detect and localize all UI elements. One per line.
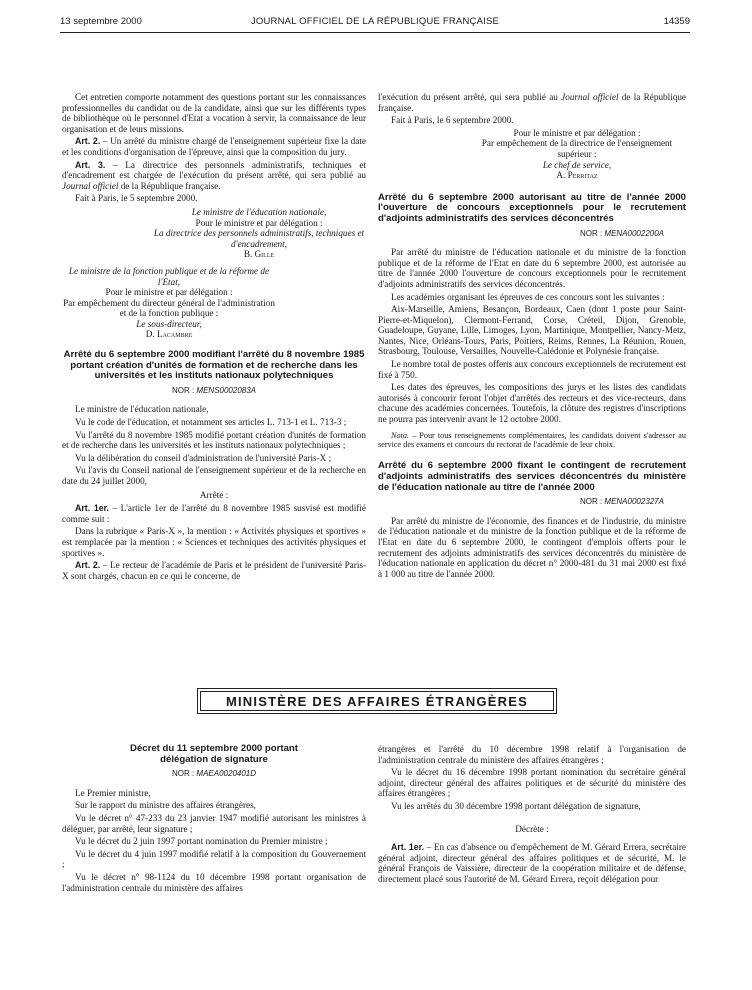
nor-reference: NOR : MENA0002200A <box>579 228 664 238</box>
header-page-number: 14359 <box>663 16 690 27</box>
intro-paragraph: Cet entretien comporte notamment des questions portant sur les connaissances professionnelles du candidat ou de la candidate, ainsi que sur les différents types de bibliothèque où le personnel d'Etat a vocation à servir, la connaissance de leur organisation et de leurs missions. <box>62 92 366 134</box>
arrete-universite-title: Arrêté du 6 septembre 2000 modifiant l'arrêté du 8 novembre 1985 portant création d'unités de formation et de recherche dans les universités et les instituts nationaux polytechniques <box>63 349 365 382</box>
nor-reference: NOR : MENS0002083A <box>171 385 257 395</box>
header-journal-title: JOURNAL OFFICIEL DE LA RÉPUBLIQUE FRANÇAISE <box>250 16 500 27</box>
arrete-contingent-title: Arrêté du 6 septembre 2000 fixant le contingent de recrutement d'adjoints administratifs des services déconcentrés du ministère de l'éducation nationale au titre de l'année 2000 <box>378 460 686 493</box>
article-1-paragraph: Art. 1er. – En cas d'absence ou d'empêchement de M. Gérard Errera, secrétaire général adjoint, directeur général des affaires politiques et de sécurité, M. le général François de Vaissière, directeur de la coopération militaire et de défense, directement placé sous l'autorité de M. Gérard Errera, reçoit délégation pour <box>378 842 686 884</box>
nor-reference: NOR : MENA0002327A <box>579 497 664 507</box>
arrete-label: Arrête : <box>199 489 229 500</box>
article-1-paragraph: Art. 1er. – L'article 1er de l'arrêté du 8 novembre 1985 susvisé est modifié comme suit : <box>62 503 366 524</box>
fait-a-paris: Fait à Paris, le 6 septembre 2000. <box>391 115 514 126</box>
header-date: 13 septembre 2000 <box>60 16 142 27</box>
signature-block-3: Pour le ministre et par délégation : Par empêchement de la directrice de l'enseignement supérieur : Le chef de service, A. Perritaz <box>378 128 686 181</box>
nor-reference: NOR : MAEA0020401D <box>171 769 257 779</box>
article-2-paragraph: Art. 2. – Un arrêté du ministre chargé de l'enseignement supérieur fixe la date et les conditions d'organisation de l'épreuve, ainsi que la composition du jury. <box>62 136 366 157</box>
signature-block-1: Le ministre de l'éducation nationale, Pour le ministre et par délégation : La directrice des personnels administratifs, techniques et d'encadrement, B. Gille <box>62 207 366 260</box>
article-label: Art. 1er. <box>75 503 109 514</box>
article-2-paragraph: Art. 2. – Le recteur de l'académie de Paris et le président de l'université Paris-X sont chargés, chacun en ce qui le concerne, de <box>62 560 367 581</box>
decret-left-column: Décret du 11 septembre 2000 portant délégation de signature NOR : MAEA0020401D Le Premier ministre, Sur le rapport du ministre des affaires étrangères, Vu le décret n° 47-233 du 23 janvier 1947 modifié autorisant les ministres à déléguer, par arrêté, leur signature ; Vu le décret du 2 juin 1997 portant nomination du Premier ministre ; Vu le décret du 4 juin 1997 modifié relatif à la composition du Gouvernement ; Vu le décret n° 98-1124 du 10 décembre 1998 portant organisation de l'administration centrale du ministère des affaires <box>62 743 366 893</box>
arrete-concours-title: Arrêté du 6 septembre 2000 autorisant au titre de l'année 2000 l'ouverture de concours exceptionnels pour le recrutement d'adjoints administratifs des services déconcentrés <box>378 191 686 224</box>
article-label: Art. 2. <box>75 560 101 571</box>
ministry-heading-box <box>197 688 557 714</box>
decret-right-column: étrangères et l'arrêté du 10 décembre 1998 relatif à l'organisation de l'administration centrale du ministère des affaires étrangères ; Vu le décret du 16 décembre 1998 portant nomination du secrétaire général adjoint, directeur général des affaires politiques et de sécurité du ministère des affaires étrangères ; Vu les arrêtés du 30 décembre 1998 portant délégation de signature, Décrète : Art. 1er. – En cas d'absence ou d'empêchement de M. Gérard Errera, secrétaire général adjoint, directeur général des affaires politiques et de sécurité, M. le général François de Vaissière, directeur de la coopération militaire et de défense, directement placé sous l'autorité de M. Gérard Errera, reçoit délégation pour <box>378 744 686 884</box>
continuation-paragraph: l'exécution du présent arrêté, qui sera publié au Journal officiel de la République française. <box>378 92 686 113</box>
decrete-label: Décrète : <box>515 823 549 834</box>
signature-block-2: Le ministre de la fonction publique et de la réforme de l'Etat, Pour le ministre et par délégation : Par empêchement du directeur général de l'administration et de la fonction publique : Le sous-directeur, D. Lacambre <box>62 266 366 340</box>
signatory-name: D. Lacambre <box>145 329 193 340</box>
decret-title: Décret du 11 septembre 2000 portant délégation de signature <box>130 743 298 765</box>
left-column: Cet entretien comporte notamment des questions portant sur les connaissances professionnelles du candidat ou de la candidate, ainsi que sur les différents types de bibliothèque où le personnel d'Etat a vocation à servir, la connaissance de leur organisation et de leurs missions. Art. 2. – Un arrêté du ministre chargé de l'enseignement supérieur fixe la date et les conditions d'organisation de l'épreuve, ainsi que la composition du jury. Art. 3. – La directrice des personnels administratifs, techniques et d'encadrement est chargée de l'exécution du présent arrêté, qui sera publié au Journal officiel de la République française. Fait à Paris, le 5 septembre 2000. Le ministre de l'éducation nationale, Pour le ministre et par délégation : La directrice des personnels administratifs, techniques et d'encadrement, B. Gille Le ministre de la fonction publique et de la réforme de l'Etat, Pour le ministre et par délégation : Par empêchement du directeur général de l'administration et de la fonction publique : Le sous-directeur, D. Lacambre Arrêté du 6 septembre 2000 modifiant l'arrêté du 8 novembre 1985 portant création d'unités de formation et de recherche dans les universités et les instituts nationaux polytechniques NOR : MENS0002083A Le ministre de l'éducation nationale, Vu le code de l'éducation, et notamment ses articles L. 713-1 et L. 713-3 ; Vu l'arrêté du 8 novembre 1985 modifié portant création d'unités de formation et de recherche dans les universités et les instituts nationaux polytechniques ; Vu la délibération du conseil d'administration de l'université Paris-X ; Vu l'avis du Conseil national de l'enseignement supérieur et de la recherche en date du 24 juillet 2000, Arrête : Art. 1er. – L'article 1er de l'arrêté du 8 novembre 1985 susvisé est modifié comme suit : Dans la rubrique « Paris-X », la mention : « Activités physiques et sportives » est remplacée par la mention : « Sciences et techniques des activités physiques et sportives ». Art. 2. – Le recteur de l'académie de Paris et le président de l'université Paris-X sont chargés, chacun en ce qui le concerne, de <box>62 92 367 581</box>
header-rule <box>60 32 690 33</box>
page-header <box>60 16 690 30</box>
article-label: Art. 2. <box>75 136 101 147</box>
signatory-name: A. Perritaz <box>556 170 598 181</box>
article-label: Art. 3. <box>75 159 106 170</box>
article-label: Art. 1er. <box>391 842 425 853</box>
signatory-name: B. Gille <box>243 249 275 260</box>
article-3-paragraph: Art. 3. – La directrice des personnels administratifs, techniques et d'encadrement est chargée de l'exécution du présent arrêté, qui sera publié au Journal officiel de la République française. <box>62 159 366 191</box>
ministry-heading: MINISTÈRE DES AFFAIRES ÉTRANGÈRES <box>200 691 554 711</box>
right-column: l'exécution du présent arrêté, qui sera publié au Journal officiel de la République française. Fait à Paris, le 6 septembre 2000. Pour le ministre et par délégation : Par empêchement de la directrice de l'enseignement supérieur : Le chef de service, A. Perritaz Arrêté du 6 septembre 2000 autorisant au titre de l'année 2000 l'ouverture de concours exceptionnels pour le recrutement d'adjoints administratifs des services déconcentrés NOR : MENA0002200A Par arrêté du ministre de l'éducation nationale et du ministre de la fonction publique et de la réforme de l'Etat en date du 6 septembre 2000, est autorisée au titre de l'année 2000 l'ouverture de concours exceptionnels pour le recrutement d'adjoints administratifs des services déconcentrés. Les académies organisant les épreuves de ces concours sont les suivantes : Aix-Marseille, Amiens, Besançon, Bordeaux, Caen (dont 1 poste pour Saint-Pierre-et-Miquelon), Clermont-Ferrand, Corse, Créteil, Dijon, Grenoble, Guadeloupe, Guyane, Lille, Limoges, Lyon, Martinique, Montpellier, Nancy-Metz, Nantes, Nice, Orléans-Tours, Paris, Poitiers, Reims, Rennes, La Réunion, Rouen, Strasbourg, Toulouse, Versailles, Nouvelle-Calédonie et Polynésie française. Le nombre total de postes offerts aux concours exceptionnels de recrutement est fixé à 750. Les dates des épreuves, les compositions des jurys et les listes des candidats autorisés à concourir feront l'objet d'arrêtés des recteurs et des vice-recteurs, dans chacune des académies concernées. Toutefois, la clôture des registres d'inscriptions ne pourra pas intervenir avant le 12 octobre 2000. Nota. – Pour tous renseignements complémentaires, les candidats doivent s'adresser au service des examens et concours du rectorat de l'académie de leur choix. Arrêté du 6 septembre 2000 fixant le contingent de recrutement d'adjoints administratifs des services déconcentrés du ministère de l'éducation nationale au titre de l'année 2000 NOR : MENA0002327A Par arrêté du ministre de l'économie, des finances et de l'industrie, du ministre de l'éducation nationale et du ministre de la fonction publique et de la réforme de l'Etat en date du 6 septembre 2000, le contingent d'emplois offerts pour le recrutement des adjoints administratifs des services déconcentrés du ministère de l'éducation nationale en application du décret n° 2000-481 du 31 mai 2000 est fixé à 1 000 au titre de l'année 2000. <box>378 92 686 579</box>
nota-note: Nota. – Pour tous renseignements complémentaires, les candidats doivent s'adresser au service des examens et concours du rectorat de l'académie de leur choix. <box>378 430 686 450</box>
fait-a-paris: Fait à Paris, le 5 septembre 2000. <box>75 193 198 204</box>
